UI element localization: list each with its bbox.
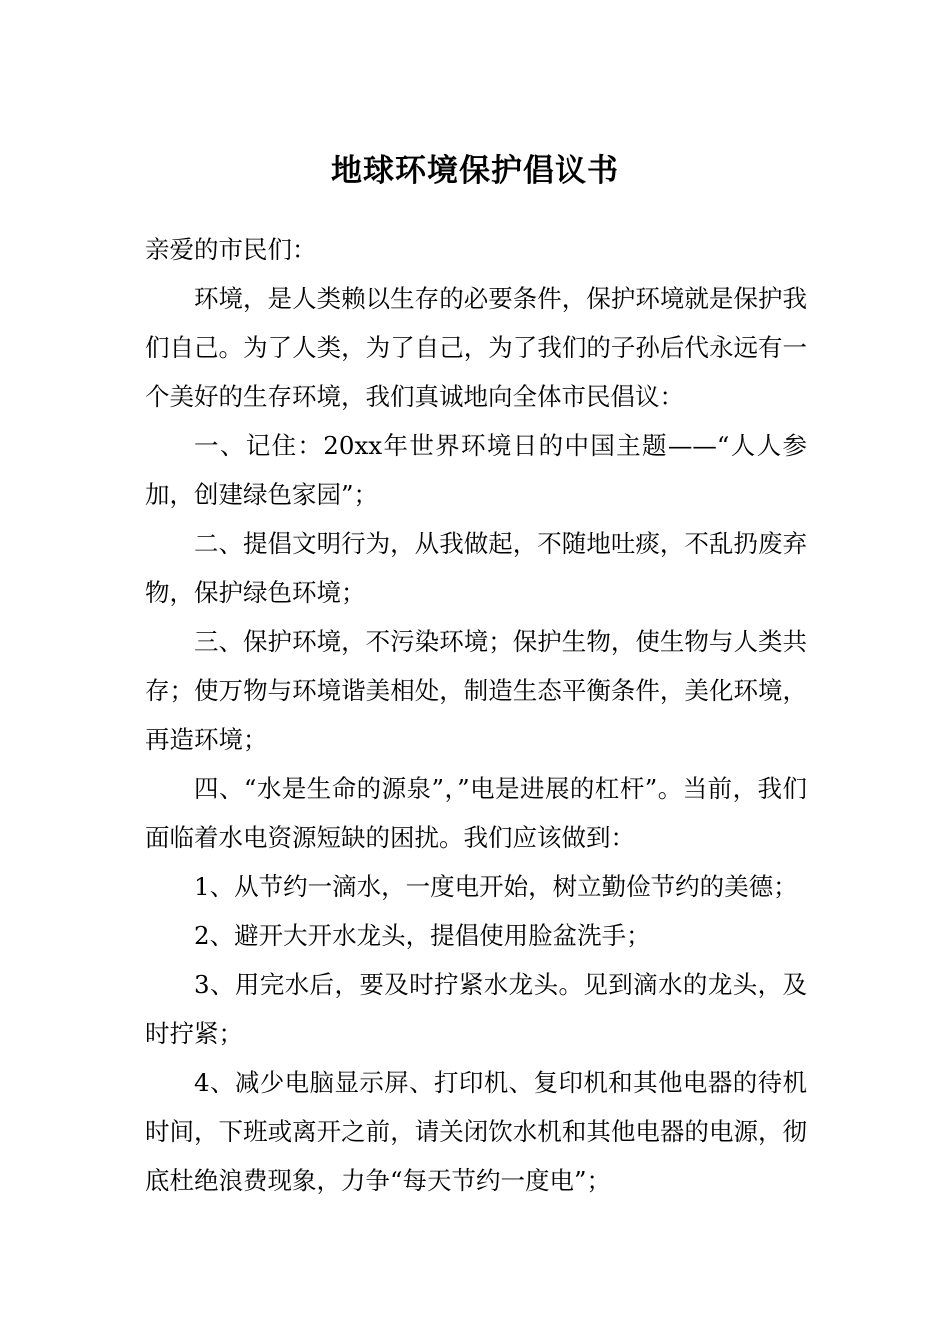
paragraph-item-3: 三、保护环境，不污染环境；保护生物，使生物与人类共存；使万物与环境谐美相处，制造生态平衡条件，美化环境，再造环境； — [145, 627, 807, 754]
paragraph-intro: 环境，是人类赖以生存的必要条件，保护环境就是保护我们自己。为了人类，为了自己，为了我们的子孙后代永远有一个美好的生存环境，我们真诚地向全体市民倡议： — [145, 284, 807, 411]
sub-item-4: 4、减少电脑显示屏、打印机、复印机和其他电器的待机时间，下班或离开之前，请关闭饮水机和其他电器的电源，彻底杜绝浪费现象，力争“每天节约一度电”； — [145, 1068, 807, 1195]
paragraph-item-4: 四、“水是生命的源泉”，”电是进展的杠杆”。当前，我们面临着水电资源短缺的困扰。我们应该做到： — [145, 774, 807, 852]
greeting-line: 亲爱的市民们： — [145, 235, 317, 264]
document-title: 地球环境保护倡议书 — [331, 152, 619, 189]
paragraph-item-1: 一、记住：20xx年世界环境日的中国主题——“人人参加，创建绿色家园”； — [145, 431, 807, 509]
document-body — [145, 225, 807, 1205]
paragraph-item-2: 二、提倡文明行为，从我做起，不随地吐痰，不乱扔废弃物，保护绿色环境； — [145, 529, 807, 607]
sub-item-1: 1、从节约一滴水，一度电开始，树立勤俭节约的美德； — [194, 872, 798, 901]
sub-item-3: 3、用完水后，要及时拧紧水龙头。见到滴水的龙头，及时拧紧； — [145, 970, 807, 1048]
sub-item-2: 2、避开大开水龙头，提倡使用脸盆洗手； — [194, 921, 651, 950]
